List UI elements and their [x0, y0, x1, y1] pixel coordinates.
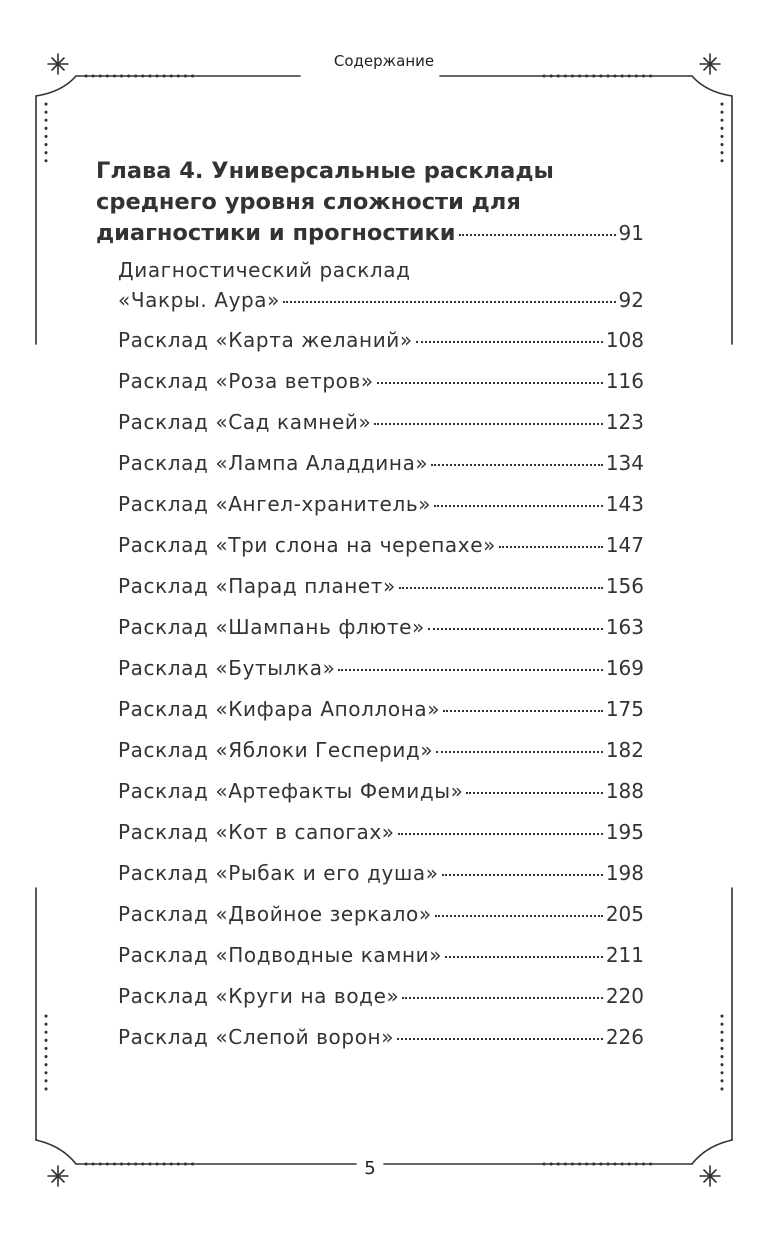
toc-entry-page: 169: [605, 656, 644, 680]
toc-entry-title: «Чакры. Аура»: [118, 288, 280, 312]
toc-entry-page: 134: [605, 451, 644, 475]
toc-entry-title: Расклад «Слепой ворон»: [118, 1025, 395, 1049]
toc-chapter-heading[interactable]: [96, 156, 644, 249]
chapter-page-number: 91: [618, 221, 644, 245]
dot-leader: [428, 626, 603, 630]
dot-leader: [443, 708, 603, 712]
dot-leader: [431, 462, 603, 466]
toc-entry-title: Расклад «Рыбак и его душа»: [118, 861, 439, 885]
toc-entry-title: Расклад «Шампань флюте»: [118, 615, 425, 639]
dot-leader: [459, 232, 616, 236]
toc-entry[interactable]: [118, 899, 644, 929]
toc-entry[interactable]: [118, 940, 644, 970]
dot-leader: [398, 831, 603, 835]
toc-entry-page: 195: [605, 820, 644, 844]
page-number: 5: [364, 1158, 376, 1179]
toc-entry-title: Расклад «Карта желаний»: [118, 328, 413, 352]
toc-entry[interactable]: [118, 448, 644, 478]
toc-entry[interactable]: [118, 981, 644, 1011]
toc-entry[interactable]: [118, 489, 644, 519]
toc-entry-page: 143: [605, 492, 644, 516]
dot-leader: [283, 299, 616, 303]
toc-entry-page: 188: [605, 779, 644, 803]
dot-leader: [338, 667, 602, 671]
toc-entry-page: 226: [605, 1025, 644, 1049]
dot-leader: [399, 585, 603, 589]
toc-entry-title: Расклад «Кифара Аполлона»: [118, 697, 441, 721]
toc-entry[interactable]: [118, 653, 644, 683]
dot-leader: [397, 1036, 603, 1040]
toc-entry-page: 156: [605, 574, 644, 598]
toc-entry-title-line: Диагностический расклад: [118, 258, 411, 282]
toc-entry-title: Расклад «Подводные камни»: [118, 943, 443, 967]
dot-leader: [466, 790, 602, 794]
toc-entry[interactable]: [118, 366, 644, 396]
toc-entry-page: 92: [618, 288, 644, 312]
dot-leader: [416, 339, 603, 343]
running-head: Содержание: [333, 52, 435, 70]
toc-entry-title: Расклад «Артефакты Фемиды»: [118, 779, 464, 803]
toc-entry[interactable]: [118, 255, 644, 315]
dot-leader: [499, 544, 603, 548]
toc-entry-page: 182: [605, 738, 644, 762]
toc-entry-page: 108: [605, 328, 644, 352]
dot-leader: [377, 380, 603, 384]
toc-entry-title: Расклад «Ангел-хранитель»: [118, 492, 432, 516]
toc-entry[interactable]: [118, 325, 644, 355]
toc-entry[interactable]: [118, 571, 644, 601]
dot-leader: [434, 503, 603, 507]
toc-entry-title: Расклад «Сад камней»: [118, 410, 372, 434]
toc-entry-page: 123: [605, 410, 644, 434]
toc-entry[interactable]: [118, 776, 644, 806]
toc-entry-page: 220: [605, 984, 644, 1008]
chapter-title-line: диагностики и прогностики: [96, 220, 456, 246]
toc-entry-title: Расклад «Двойное зеркало»: [118, 902, 432, 926]
chapter-title-line: Глава 4. Универсальные расклады: [96, 158, 554, 184]
dot-leader: [402, 995, 602, 999]
toc-entry-page: 163: [605, 615, 644, 639]
toc-entry-title: Расклад «Кот в сапогах»: [118, 820, 395, 844]
toc-entry-title: Расклад «Яблоки Гесперид»: [118, 738, 434, 762]
toc-entry-page: 147: [605, 533, 644, 557]
toc-entry[interactable]: [118, 612, 644, 642]
toc-entry[interactable]: [118, 530, 644, 560]
toc-entry-title: Расклад «Круги на воде»: [118, 984, 400, 1008]
chapter-title-last-row: [96, 218, 644, 249]
toc-entry-title: Расклад «Роза ветров»: [118, 369, 374, 393]
toc-entry-title: Расклад «Парад планет»: [118, 574, 396, 598]
dot-leader: [445, 954, 603, 958]
dot-leader: [374, 421, 603, 425]
dot-leader: [442, 872, 603, 876]
toc-entry[interactable]: [118, 858, 644, 888]
dot-leader: [435, 913, 603, 917]
toc-entry-title: Расклад «Лампа Аладдина»: [118, 451, 429, 475]
toc-entry-page: 116: [605, 369, 644, 393]
toc-entry-page: 175: [605, 697, 644, 721]
toc-entry-page: 211: [605, 943, 644, 967]
toc-entry-page: 198: [605, 861, 644, 885]
dot-leader: [436, 749, 603, 753]
toc-entry[interactable]: [118, 735, 644, 765]
toc-entry[interactable]: [118, 694, 644, 724]
toc-entry[interactable]: [118, 1022, 644, 1052]
toc-entry-title: Расклад «Три слона на черепахе»: [118, 533, 496, 557]
toc-entry-title: Расклад «Бутылка»: [118, 656, 336, 680]
chapter-title-line: среднего уровня сложности для: [96, 189, 521, 215]
toc-entry[interactable]: [118, 407, 644, 437]
toc-entry[interactable]: [118, 817, 644, 847]
toc-entry-page: 205: [605, 902, 644, 926]
